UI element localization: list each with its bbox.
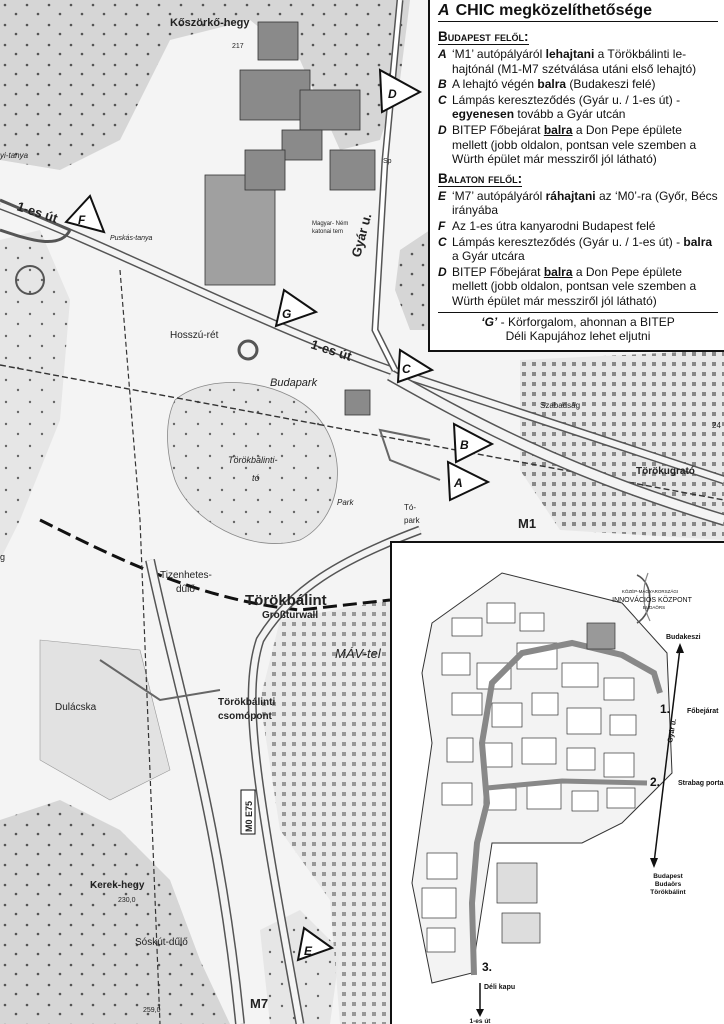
arrow-down-icon	[650, 858, 658, 868]
logo-small-text: KÖZÉP-MAGYARORSZÁGI	[621, 589, 679, 594]
step-key: D	[438, 264, 447, 279]
label-dulacska: Dulácska	[55, 702, 97, 713]
label-deli-kapu: Déli kapu	[484, 984, 516, 991]
label-torokbalinti-to-1: Törökbálinti-	[228, 455, 278, 465]
step-text: A lehajtó végén	[452, 77, 538, 92]
step-action: balra	[543, 264, 573, 279]
forest-area	[0, 230, 70, 560]
label-elevation: 259,0	[143, 1007, 161, 1014]
note-text: Déli Kapujához lehet eljutni	[505, 328, 651, 343]
note-key: ‘G’	[481, 314, 498, 329]
svg-text:F: F	[78, 213, 86, 227]
label-gyar-utca: Gyár u.	[348, 211, 375, 259]
direction-step	[438, 123, 718, 167]
label-to-park-1: Tó-	[404, 503, 416, 512]
step-text: (Budakeszi felé)	[566, 77, 656, 92]
label-park: Park	[337, 498, 354, 507]
label-sp: Sp	[383, 158, 392, 165]
label-m1: M1	[518, 516, 537, 531]
step-key: C	[438, 234, 447, 249]
direction-step	[438, 189, 718, 218]
label-g: g	[0, 552, 6, 562]
budapest-steps	[438, 47, 718, 167]
label-elevation: 24	[712, 421, 721, 430]
label-budakeszi: Budakeszi	[666, 634, 701, 641]
label-mav-telep: MÁV-tel	[335, 646, 381, 661]
label-csomopont-2: csomópont	[218, 711, 272, 722]
label-magyar-nemet: Magyar- Ném	[312, 221, 349, 227]
step-key: C	[438, 92, 447, 107]
label-puskas-tanya: Puskás-tanya	[110, 235, 153, 242]
step-key: E	[438, 188, 447, 203]
step-text: a Gyár utcára	[452, 249, 525, 264]
svg-text:D: D	[388, 87, 397, 101]
label-torokbalint: Törökbálint	[245, 592, 327, 609]
step-text: a Don Pepe épülete mellett (jobb oldalon, pontsan vele szemben a Würth épület már messziről jól látható)	[452, 122, 697, 167]
label-gyar-utca: Gyár u.	[667, 718, 679, 744]
label-kerek-hegy: Kerek-hegy	[90, 880, 145, 891]
svg-text:B: B	[460, 438, 469, 452]
site-boundary	[412, 573, 672, 983]
step-text: a Törökbálinti le-hajtónál (M1-M7 szétválása utáni első lehajtó)	[452, 47, 697, 76]
step-action: lehajtani	[545, 47, 595, 61]
step-text: Lámpás kereszteződés (Gyár u. / 1-es út) -	[452, 234, 684, 249]
step-key: F	[438, 218, 446, 233]
step-key: A	[438, 47, 447, 61]
panel-title	[438, 2, 718, 22]
direction-step	[438, 219, 718, 234]
label-strabag-porta: Strabag porta	[678, 780, 724, 787]
label-tizenhetes-1: Tizenhetes-	[160, 570, 212, 581]
label-m0-e75: M0 E75	[244, 800, 254, 832]
step-text: BITEP Főbejárat	[452, 122, 544, 137]
step-action: egyenesen	[452, 107, 515, 122]
label-soskut-dulo: Sóskút-dűlő	[135, 937, 188, 948]
direction-step	[438, 47, 718, 76]
step-text: Lámpás kereszteződés (Gyár u. / 1-es út) -	[452, 92, 681, 107]
step-key: B	[438, 77, 447, 92]
direction-step	[438, 77, 718, 92]
site-plan	[392, 543, 724, 1024]
label-szabadsag: Szabadság	[540, 401, 581, 410]
label-m7: M7	[250, 996, 269, 1011]
marker-1: 1.	[660, 702, 671, 716]
label-tanya: yi-tanya	[0, 151, 29, 160]
label-koszorko-hegy: Kőszörkő-hegy	[170, 17, 250, 29]
route-marker-f	[66, 196, 104, 232]
logo-city-text: BUDAÖRS	[642, 605, 666, 610]
direction-step	[438, 265, 718, 309]
route-marker-g	[276, 290, 316, 326]
svg-text:A: A	[454, 476, 463, 490]
step-text: Az 1-es útra kanyarodni Budapest felé	[452, 218, 656, 233]
label-torokugrato: Törökugrató	[636, 466, 695, 477]
direction-step	[438, 235, 718, 264]
step-action: ráhajtani	[545, 188, 596, 203]
label-grossturwall: Großturwall	[262, 610, 319, 621]
balaton-header: Balaton felől:	[438, 170, 523, 186]
label-tizenhetes-2: dűlő	[176, 584, 195, 595]
label-dest-budapest: Budapest	[653, 873, 683, 880]
svg-text:E: E	[304, 944, 313, 958]
step-text: a Don Pepe épülete mellett (jobb oldalon, pontsan vele szemben a Würth épület már messziről jól látható)	[452, 264, 697, 308]
label-fobejarat: Főbejárat	[687, 708, 719, 715]
label-torokbalinti-to-2: tó	[252, 473, 260, 483]
label-budapark: Budapark	[270, 377, 318, 389]
marker-3: 3.	[482, 960, 493, 974]
route-marker-a	[448, 462, 488, 500]
label-elevation: 217	[232, 43, 244, 50]
step-text: ‘M7’ autópályáról	[452, 188, 546, 203]
label-dest-budaors: Budaörs	[654, 881, 682, 888]
label-csomopont-1: Törökbálinti	[218, 697, 276, 708]
directions-panel	[428, 0, 724, 352]
dark-building	[587, 623, 615, 649]
arrow-down-icon	[476, 1009, 484, 1017]
marker-2: 2.	[650, 775, 661, 789]
divider	[438, 312, 718, 313]
direction-step	[438, 93, 718, 122]
step-action: balra	[543, 122, 573, 137]
label-to-park-2: park	[404, 516, 420, 525]
step-key: D	[438, 122, 447, 137]
logo-main-text: INNOVÁCIÓS KÖZPONT	[612, 597, 692, 604]
label-hosszu-ret: Hosszú-rét	[170, 330, 219, 341]
note-text: - Körforgalom, ahonnan a BITEP	[497, 314, 675, 329]
title-text: CHIC megközelíthetősége	[455, 2, 653, 19]
label-1es-ut: 1-es út	[309, 336, 354, 364]
balaton-steps	[438, 189, 718, 309]
step-text: BITEP Főbejárat	[452, 264, 544, 279]
label-katonai-temeto: katonai tem	[312, 229, 344, 235]
svg-text:C: C	[402, 362, 411, 376]
svg-text:G: G	[282, 307, 292, 321]
label-1es-ut: 1-es út	[469, 1018, 491, 1024]
step-action: balra	[683, 234, 713, 249]
step-action: balra	[537, 77, 567, 92]
budapest-header: Budapest felől:	[438, 29, 529, 44]
label-dest-torokbalint: Törökbálint	[650, 889, 686, 896]
title-marker-letter: A	[438, 2, 450, 19]
step-text: tovább a Gyár utcán	[514, 107, 626, 122]
label-elevation: 230,0	[118, 897, 136, 904]
step-text: ‘M1’ autópályáról	[452, 47, 546, 61]
site-inset-map	[390, 541, 724, 1024]
roundabout-note	[438, 315, 718, 343]
forest-area	[0, 800, 230, 1024]
step-text: az ‘M0’-ra (Győr, Bécs irányába	[452, 188, 718, 218]
label-1es-ut: 1-es út	[15, 198, 60, 226]
